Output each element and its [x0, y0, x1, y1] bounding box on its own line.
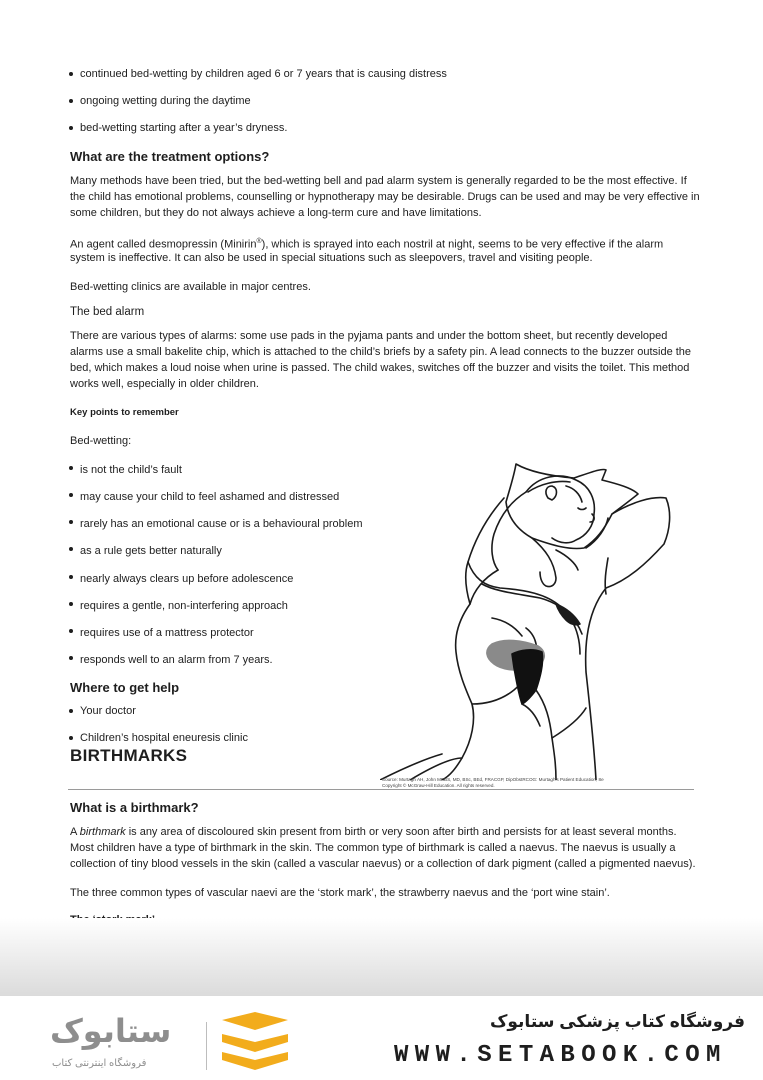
key-points-heading: Key points to remember: [70, 407, 179, 418]
section-heading-birthmark: What is a birthmark?: [70, 800, 199, 815]
figure-caption: Source: Murtagh AH, John MBBS, MD, BSc, BEd, FRACGP, DipObstRCOG: Murtagh's Patient Education, 8e Copyright © McGraw-Hill Education. All rights reserved.: [382, 777, 604, 788]
logo-divider: [206, 1022, 207, 1070]
shop-url: WWW.SETABOOK.COM: [394, 1042, 727, 1069]
list-item: as a rule gets better naturally: [80, 543, 222, 559]
bullet-dot: [69, 520, 73, 524]
bullet-dot: [69, 466, 73, 470]
list-item: requires use of a mattress protector: [80, 625, 254, 641]
list-item: nearly always clears up before adolescence: [80, 571, 293, 587]
list-item: responds well to an alarm from 7 years.: [80, 652, 273, 668]
list-item: continued bed-wetting by children aged 6 or 7 years that is causing distress: [80, 66, 447, 82]
bullet-dot: [69, 575, 73, 579]
list-item: ongoing wetting during the daytime: [80, 93, 251, 109]
chapter-title: BIRTHMARKS: [70, 746, 188, 765]
bullet-dot: [69, 656, 73, 660]
setabook-logo: [36, 1004, 212, 1078]
logo-wordmark: ستابوک: [50, 1013, 172, 1049]
divider: [68, 789, 694, 790]
paragraph-line: Many methods have been tried, but the bed-wetting bell and pad alarm system is generally regarded to be the most effective. If: [70, 175, 687, 187]
sleeping-child-illustration: [380, 458, 700, 780]
page-bottom-shadow: [0, 918, 763, 998]
bullet-dot: [69, 547, 73, 551]
bullet-dot: [69, 629, 73, 633]
bullet-dot: [69, 493, 73, 497]
list-item: bed-wetting starting after a year’s dryness.: [80, 120, 287, 136]
list-item: requires a gentle, non-interfering approach: [80, 598, 288, 614]
paragraph-line: Most children have a type of birthmark in the skin. The common type of birthmark is called a naevus. The naevus is usually a: [70, 842, 676, 854]
key-points-intro: Bed-wetting:: [70, 435, 132, 447]
section-heading-help: Where to get help: [70, 680, 180, 695]
list-item: rarely has an emotional cause or is a behavioural problem: [80, 516, 363, 532]
bullet-dot: [69, 602, 73, 606]
list-item: is not the child’s fault: [80, 462, 182, 478]
bullet-dot: [69, 736, 73, 740]
book-stack-icon: [216, 1012, 294, 1072]
paragraph-line: works well, especially in older children.: [70, 378, 259, 390]
paragraph-line: There are various types of alarms: some use pads in the pyjama pants and under the bottom sheet, but recently developed: [70, 330, 668, 342]
logo-subtitle: فروشگاه اینترنتی کتاب: [52, 1058, 147, 1069]
list-item: Your doctor: [80, 703, 136, 719]
bullet-dot: [69, 126, 73, 130]
paragraph: The three common types of vascular naevi are the ‘stork mark’, the strawberry naevus and the ‘port wine stain’.: [70, 887, 610, 899]
bullet-dot: [69, 99, 73, 103]
paragraph-line: some children, but they do not always achieve a long-term cure and have limitations.: [70, 207, 482, 219]
footer-banner: [0, 996, 763, 1080]
subheading-bed-alarm: The bed alarm: [70, 306, 145, 318]
list-item: Children’s hospital eneuresis clinic: [80, 730, 248, 746]
list-item: may cause your child to feel ashamed and distressed: [80, 489, 339, 505]
paragraph-line: the child has emotional problems, counselling or hypnotherapy may be desirable. Drugs can be used and may be very effective in: [70, 191, 700, 203]
shop-name: فروشگاه کتاب پزشکی ستابوک: [489, 1012, 745, 1031]
bullet-dot: [69, 72, 73, 76]
paragraph: Bed-wetting clinics are available in major centres.: [70, 281, 311, 293]
paragraph-line: system is ineffective. It can also be used in special situations such as sleepovers, travel and visiting people.: [70, 252, 593, 264]
paragraph-line: bed, which makes a loud noise when urine is passed. The child wakes, switches off the buzzer and visits the toilet. This method: [70, 362, 690, 374]
paragraph-line: collection of tiny blood vessels in the skin (called a vascular naevus) or a collection of dark pigment (called a pigmented naevus).: [70, 858, 696, 870]
section-heading-treatment: What are the treatment options?: [70, 149, 270, 164]
paragraph-line: An agent called desmopressin (Minirin®), which is sprayed into each nostril at night, seems to be very effective if the alarm: [70, 238, 664, 251]
paragraph-line: A birthmark is any area of discoloured skin present from birth or very soon after birth and persists for at least several months.: [70, 826, 677, 838]
bullet-dot: [69, 709, 73, 713]
paragraph-line: alarms use a small bakelite chip, which is attached to the child’s briefs by a safety pin. A lead connects to the buzzer outside the: [70, 346, 692, 358]
